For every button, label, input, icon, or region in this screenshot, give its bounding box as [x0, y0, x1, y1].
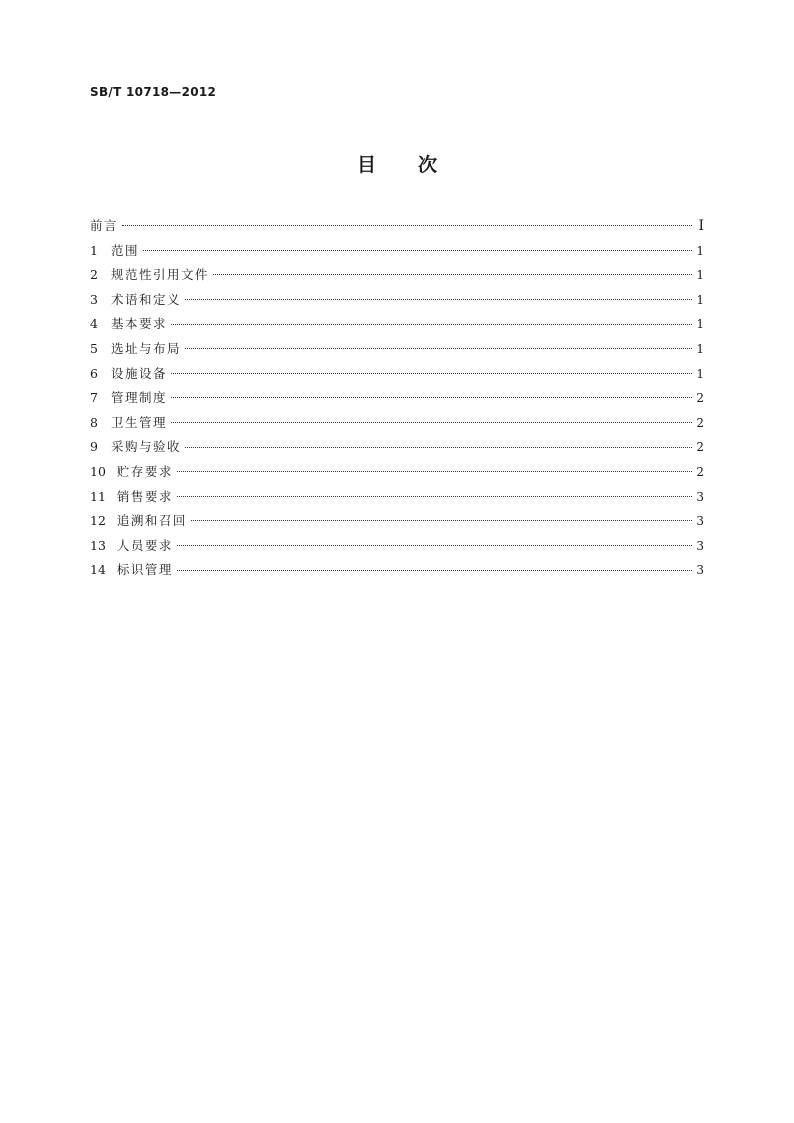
toc-entry-page: 3 — [696, 538, 704, 553]
toc-entry-page: 2 — [696, 391, 704, 406]
toc-entry-number: 2 — [90, 267, 98, 283]
toc-entry-3[interactable] — [90, 290, 704, 315]
toc-entry-14[interactable] — [90, 560, 704, 585]
toc-entry-label: 管理制度 — [111, 390, 168, 406]
toc-entry-number: 10 — [90, 463, 106, 479]
toc-leader — [185, 298, 692, 300]
toc-entry-number: 7 — [90, 390, 98, 406]
toc-entry-number: 13 — [90, 537, 106, 553]
toc-entry-page: 1 — [696, 317, 704, 332]
toc-entry-page: 3 — [696, 514, 704, 529]
toc-entry-number: 1 — [90, 242, 98, 258]
table-of-contents — [90, 216, 704, 585]
toc-entry-12[interactable] — [90, 511, 704, 536]
toc-entry-label: 规范性引用文件 — [111, 267, 210, 283]
toc-entry-label: 人员要求 — [116, 537, 173, 553]
toc-entry-label: 追溯和召回 — [116, 513, 187, 529]
toc-entry-label: 贮存要求 — [116, 463, 173, 479]
toc-entry-2[interactable] — [90, 265, 704, 290]
toc-entry-number: 12 — [90, 513, 106, 529]
toc-entry-label: 标识管理 — [116, 562, 173, 578]
toc-entry-1[interactable] — [90, 241, 704, 266]
toc-entry-page: 3 — [696, 563, 704, 578]
toc-entry-page: I — [698, 218, 704, 234]
toc-entry-number: 11 — [90, 488, 106, 504]
toc-leader — [171, 396, 692, 398]
standard-code: SB/T 10718—2012 — [90, 85, 217, 99]
toc-entry-label: 设施设备 — [111, 365, 168, 381]
toc-leader — [177, 470, 692, 472]
toc-entry-number: 9 — [90, 439, 98, 455]
toc-leader — [171, 372, 692, 374]
toc-entry-number: 6 — [90, 365, 98, 381]
toc-entry-page: 1 — [696, 243, 704, 258]
toc-entry-label: 范围 — [111, 242, 140, 258]
toc-entry-page: 2 — [696, 415, 704, 430]
toc-leader — [177, 544, 692, 546]
toc-leader — [177, 569, 692, 571]
toc-entry-page: 3 — [696, 489, 704, 504]
toc-leader — [213, 273, 692, 275]
toc-entry-10[interactable] — [90, 462, 704, 487]
toc-leader — [191, 519, 692, 521]
toc-entry-page: 2 — [696, 440, 704, 455]
toc-leader — [185, 446, 692, 448]
toc-entry-number: 14 — [90, 562, 106, 578]
toc-entry-9[interactable] — [90, 437, 704, 462]
toc-entry-8[interactable] — [90, 413, 704, 438]
toc-entry-6[interactable] — [90, 364, 704, 389]
toc-entry-number: 8 — [90, 414, 98, 430]
toc-leader — [177, 495, 692, 497]
toc-entry-label: 选址与布局 — [111, 340, 182, 356]
toc-entry-page: 2 — [696, 464, 704, 479]
toc-entry-label: 前言 — [90, 218, 119, 233]
toc-entry-number: 5 — [90, 340, 98, 356]
toc-entry-5[interactable] — [90, 339, 704, 364]
toc-entry-13[interactable] — [90, 536, 704, 561]
toc-leader — [185, 347, 692, 349]
toc-entry-preface[interactable] — [90, 216, 704, 241]
toc-leader — [171, 323, 692, 325]
toc-entry-number: 4 — [90, 316, 98, 332]
toc-entry-label: 采购与验收 — [111, 439, 182, 455]
title-char-1: 目 — [356, 154, 376, 176]
page-title — [0, 150, 794, 177]
toc-leader — [171, 421, 692, 423]
toc-entry-label: 销售要求 — [116, 488, 173, 504]
toc-entry-7[interactable] — [90, 388, 704, 413]
toc-leader — [143, 249, 692, 251]
toc-entry-page: 1 — [696, 366, 704, 381]
toc-entry-11[interactable] — [90, 487, 704, 512]
toc-entry-label: 卫生管理 — [111, 414, 168, 430]
toc-entry-label: 术语和定义 — [111, 291, 182, 307]
toc-entry-label: 基本要求 — [111, 316, 168, 332]
title-char-2: 次 — [418, 154, 438, 176]
toc-entry-page: 1 — [696, 292, 704, 307]
toc-leader — [122, 224, 692, 226]
toc-entry-page: 1 — [696, 268, 704, 283]
toc-entry-number: 3 — [90, 291, 98, 307]
toc-entry-page: 1 — [696, 341, 704, 356]
toc-entry-4[interactable] — [90, 314, 704, 339]
